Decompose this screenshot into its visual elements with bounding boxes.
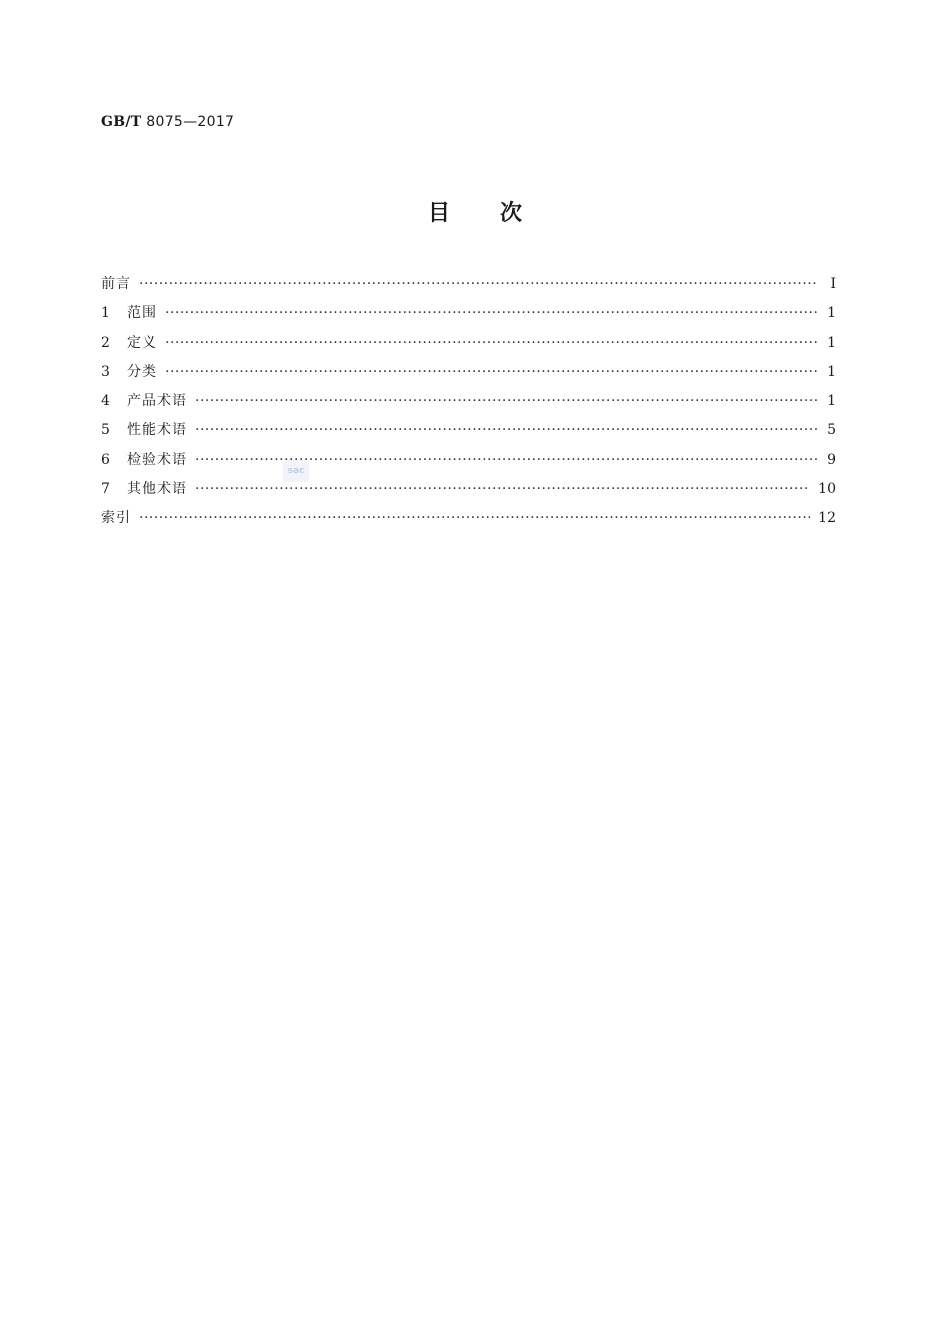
toc-leader-dots xyxy=(195,479,810,499)
toc-entry-label: 索引 xyxy=(101,510,131,527)
toc-entry-page: 1 xyxy=(827,334,836,351)
toc-entry-number: 4 xyxy=(101,393,110,410)
toc-leader-dots xyxy=(195,420,818,440)
toc-leader-dots xyxy=(165,362,818,382)
toc-entry-label: 范围 xyxy=(127,305,157,322)
toc-entry-definitions[interactable] xyxy=(101,333,836,362)
toc-entry-page: 9 xyxy=(827,451,836,468)
standard-prefix: GB/T xyxy=(101,114,142,130)
toc-leader-dots xyxy=(139,508,810,528)
toc-title: 目次 xyxy=(427,201,572,226)
toc-leader-dots xyxy=(165,333,818,353)
table-of-contents xyxy=(101,274,836,538)
toc-entry-page: Ⅰ xyxy=(830,276,836,292)
toc-entry-page: 1 xyxy=(827,363,836,380)
toc-entry-product-terms[interactable] xyxy=(101,391,836,420)
toc-entry-number: 7 xyxy=(101,481,110,498)
toc-entry-label: 性能术语 xyxy=(127,422,187,439)
toc-leader-dots xyxy=(165,303,818,323)
toc-entry-label: 前言 xyxy=(101,276,131,292)
toc-entry-label: 其他术语 xyxy=(127,481,187,498)
toc-leader-dots xyxy=(195,391,818,411)
toc-leader-dots xyxy=(139,274,818,294)
toc-entry-number: 1 xyxy=(101,305,110,322)
toc-entry-page: 1 xyxy=(827,305,836,322)
toc-entry-number: 2 xyxy=(101,334,110,351)
toc-entry-label: 产品术语 xyxy=(127,393,187,410)
toc-entry-label: 定义 xyxy=(127,334,157,351)
toc-entry-label: 分类 xyxy=(127,363,157,380)
standard-number: 8075—2017 xyxy=(146,114,235,130)
toc-entry-page: 1 xyxy=(827,393,836,410)
toc-entry-number: 5 xyxy=(101,422,110,439)
toc-entry-number: 6 xyxy=(101,451,110,468)
toc-entry-classification[interactable] xyxy=(101,362,836,391)
toc-entry-inspection-terms[interactable] xyxy=(101,450,836,479)
toc-entry-page: 10 xyxy=(818,481,836,498)
toc-entry-scope[interactable] xyxy=(101,303,836,332)
toc-entry-page: 12 xyxy=(818,510,836,527)
toc-entry-index[interactable] xyxy=(101,508,836,537)
toc-entry-page: 5 xyxy=(827,422,836,439)
toc-entry-number: 3 xyxy=(101,363,110,380)
toc-entry-label: 检验术语 xyxy=(127,451,187,468)
watermark-logo: sac xyxy=(283,460,309,482)
toc-entry-foreword[interactable] xyxy=(101,274,836,303)
toc-entry-other-terms[interactable] xyxy=(101,479,836,508)
toc-entry-performance-terms[interactable] xyxy=(101,420,836,449)
standard-code xyxy=(101,114,234,130)
